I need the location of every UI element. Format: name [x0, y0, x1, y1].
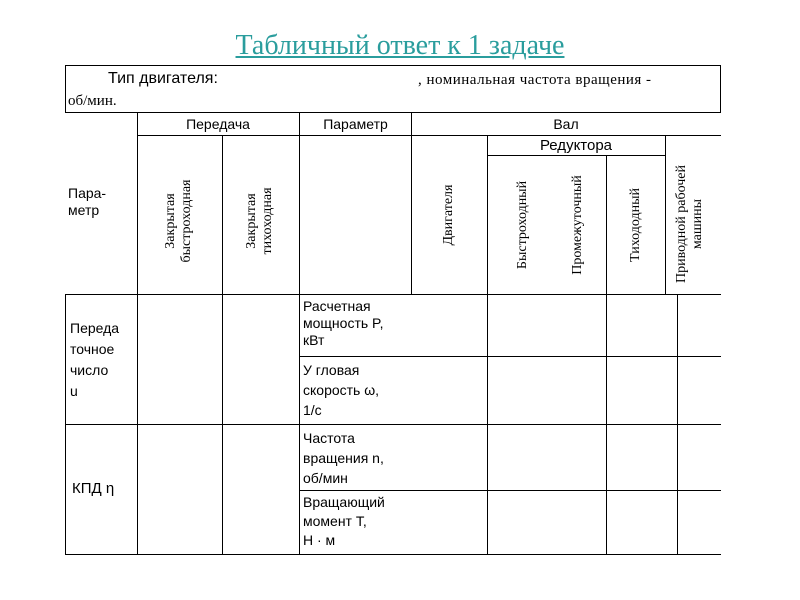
border	[300, 490, 721, 491]
nominal-speed-label: , номинальная частота вращения -	[418, 72, 652, 88]
reducer-header: Редуктора	[539, 137, 613, 154]
param-power: Расчетная мощность P, кВт	[303, 298, 384, 348]
border	[65, 112, 721, 113]
closed-fast-header: Закрытая быстроходная	[163, 179, 194, 263]
transmission-header: Передача	[186, 116, 250, 132]
border	[300, 356, 721, 357]
border	[677, 294, 678, 555]
engine-type-label: Тип двигателя:	[108, 70, 218, 87]
slide-title: Табличный ответ к 1 задаче	[235, 30, 565, 61]
border	[65, 65, 721, 66]
param-torque: Вращающий момент T, Н · м	[303, 494, 385, 548]
param-rotation-frequency: Частота вращения n, об/мин	[303, 430, 384, 486]
param-angular-speed: У гловая скорость ω, 1/с	[303, 362, 380, 418]
intermediate-shaft-header: Промежуточный	[570, 175, 585, 275]
fast-shaft-header: Быстроходный	[515, 180, 530, 270]
slow-shaft-header: Тихододный	[628, 188, 643, 262]
border	[720, 65, 721, 113]
border	[299, 112, 300, 555]
border	[137, 112, 138, 555]
drive-machine-header: Приводной рабочей машины	[674, 164, 705, 284]
parameter-row-header: Пара- метр	[68, 185, 107, 218]
row-label-efficiency: КПД η	[72, 480, 115, 497]
border	[65, 65, 66, 113]
border	[65, 424, 721, 425]
unit-label: об/мин.	[68, 93, 117, 109]
closed-slow-header: Закрытая тихоходная	[244, 187, 275, 255]
border	[137, 135, 721, 136]
border	[222, 135, 223, 555]
row-label-gear-ratio: Переда точное число u	[70, 320, 120, 399]
engine-header: Двигателя	[441, 184, 456, 246]
shaft-header: Вал	[553, 116, 579, 132]
border	[606, 155, 607, 555]
border	[65, 554, 721, 555]
border	[65, 294, 66, 555]
border	[411, 112, 412, 295]
border	[665, 135, 666, 295]
parameter-header: Параметр	[323, 116, 388, 132]
border	[487, 155, 665, 156]
border	[65, 294, 721, 295]
border	[487, 135, 488, 555]
